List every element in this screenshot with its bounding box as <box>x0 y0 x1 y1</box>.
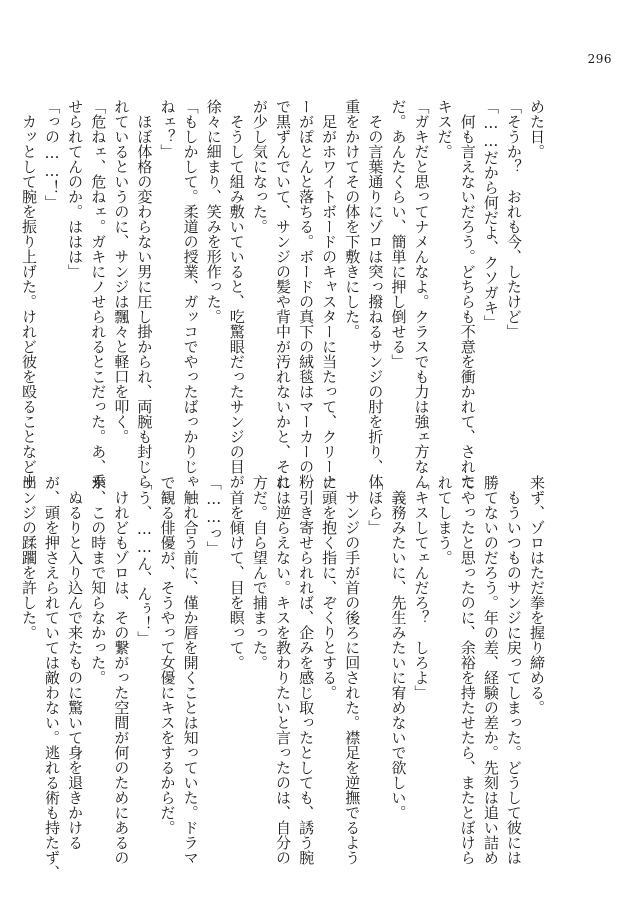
text-line: ほぼ体格の変わらない男に圧し掛かられ、両腕も封じら <box>135 99 154 489</box>
text-line: カッとして腕を振り上げた。けれど彼を殴ることなど出 <box>19 99 38 489</box>
text-line: めた日。 <box>528 99 546 159</box>
text-line: が、頭を押さえられていては敵わない。逃れる術も持たず、 <box>43 475 62 880</box>
text-line: てやったと思ったのに、余裕を持たせたら、またとぼけら <box>458 475 477 865</box>
text-line: 方だ。自ら望んで捕まった。 <box>250 475 269 670</box>
text-line: には逆らえない。キスを教わりたいと言ったのは、自分の <box>273 475 292 865</box>
text-line: 来ず、ゾロはただ拳を握り締める。 <box>528 475 546 715</box>
text-line: 引き寄せられれば、企みを感じ取ったとしても、誘う腕 <box>297 475 316 865</box>
text-line: 「そうか？ おれも今、したけど」 <box>504 99 523 339</box>
text-line: けれどもゾロは、その繋がった空間が何のためにあるの <box>112 475 131 865</box>
text-line: か、この時まで知らなかった。 <box>89 475 108 685</box>
text-line: 「う、……ん、んぅ！」 <box>135 475 154 646</box>
text-line: 触れ合う前に、僅か唇を開くことは知っていた。ドラマ <box>181 475 200 865</box>
text-line: 義務みたいに、先生みたいに宥めないで欲しい。 <box>389 475 408 820</box>
text-line: サンジの手が首の後ろに回された。襟足を逆撫でるよう <box>343 475 362 865</box>
text-line: 「キスしてェんだろ？ しろよ」 <box>412 475 431 700</box>
text-line: ねェ？」 <box>158 99 177 159</box>
text-line: が少し気になった。 <box>250 99 269 234</box>
text-line: ーがぽとんと落ちる。ボードの真下の絨毯はマーカーの粉 <box>297 99 316 489</box>
text-line: 「危ねェ、危ねェ。ガキにノせられるとこだった。あ、乗 <box>89 99 108 489</box>
text-line: で観る俳優が、そうやって女優にキスをするからだ。 <box>158 475 177 835</box>
text-line: 足がホワイトボードのキャスターに当たって、クリーナ <box>320 99 339 489</box>
text-line: 「もしかして。柔道の授業、ガッコでやったばっかりじゃ <box>181 99 200 489</box>
text-line: に頭を抱く指に、ぞくりとする。 <box>320 475 339 700</box>
text-line: 重をかけてその体を下敷きにした。 <box>343 99 362 339</box>
text-line: サンジの蹂躙を許した。 <box>19 475 38 640</box>
text-line: ぬるりと入り込んで来たものに驚いて身を退きかける <box>66 475 85 850</box>
text-line: 「ガキだと思ってナメんなよ。クラスでも力は強ェ方なん <box>412 99 431 489</box>
text-line: 「ほら」 <box>366 475 385 535</box>
text-line: 「……っ」 <box>204 475 223 556</box>
text-line: れてしまう。 <box>435 475 454 565</box>
text-line: れているというのに、サンジは飄々と軽口を叩く。 <box>112 99 131 444</box>
text-line: 首を傾けて、目を瞑って。 <box>227 475 246 670</box>
text-column-top <box>19 99 548 489</box>
text-line: その言葉通りにゾロは突っ撥ねるサンジの肘を折り、体 <box>366 99 385 489</box>
text-line: だ。あんたくらい、簡単に押し倒せる」 <box>389 99 408 369</box>
text-line: で黒ずんでいて、サンジの髪や背中が汚れないかと、それ <box>273 99 292 489</box>
text-line: キスだ。 <box>435 99 454 159</box>
text-line: 「……だから何だよ、クソガキ」 <box>481 99 500 330</box>
text-line: 徐々に細まり、笑みを形作った。 <box>204 99 223 324</box>
text-column-bottom <box>19 475 548 880</box>
text-line: そうして組み敷いていると、吃驚眼だったサンジの目が <box>227 99 246 489</box>
page-number: 296 <box>587 52 612 66</box>
text-line: せられてんのか。ははは」 <box>66 99 85 279</box>
text-line: 何も言えないだろう。どちらも不意を衝かれて、された <box>458 99 477 489</box>
text-line: 勝てないのだろう。年の差、経験の差か。先刻は追い詰め <box>481 475 500 865</box>
text-line: 「っの……！」 <box>43 99 62 210</box>
text-line: もういつものサンジに戻ってしまった。どうして彼には <box>504 475 523 865</box>
